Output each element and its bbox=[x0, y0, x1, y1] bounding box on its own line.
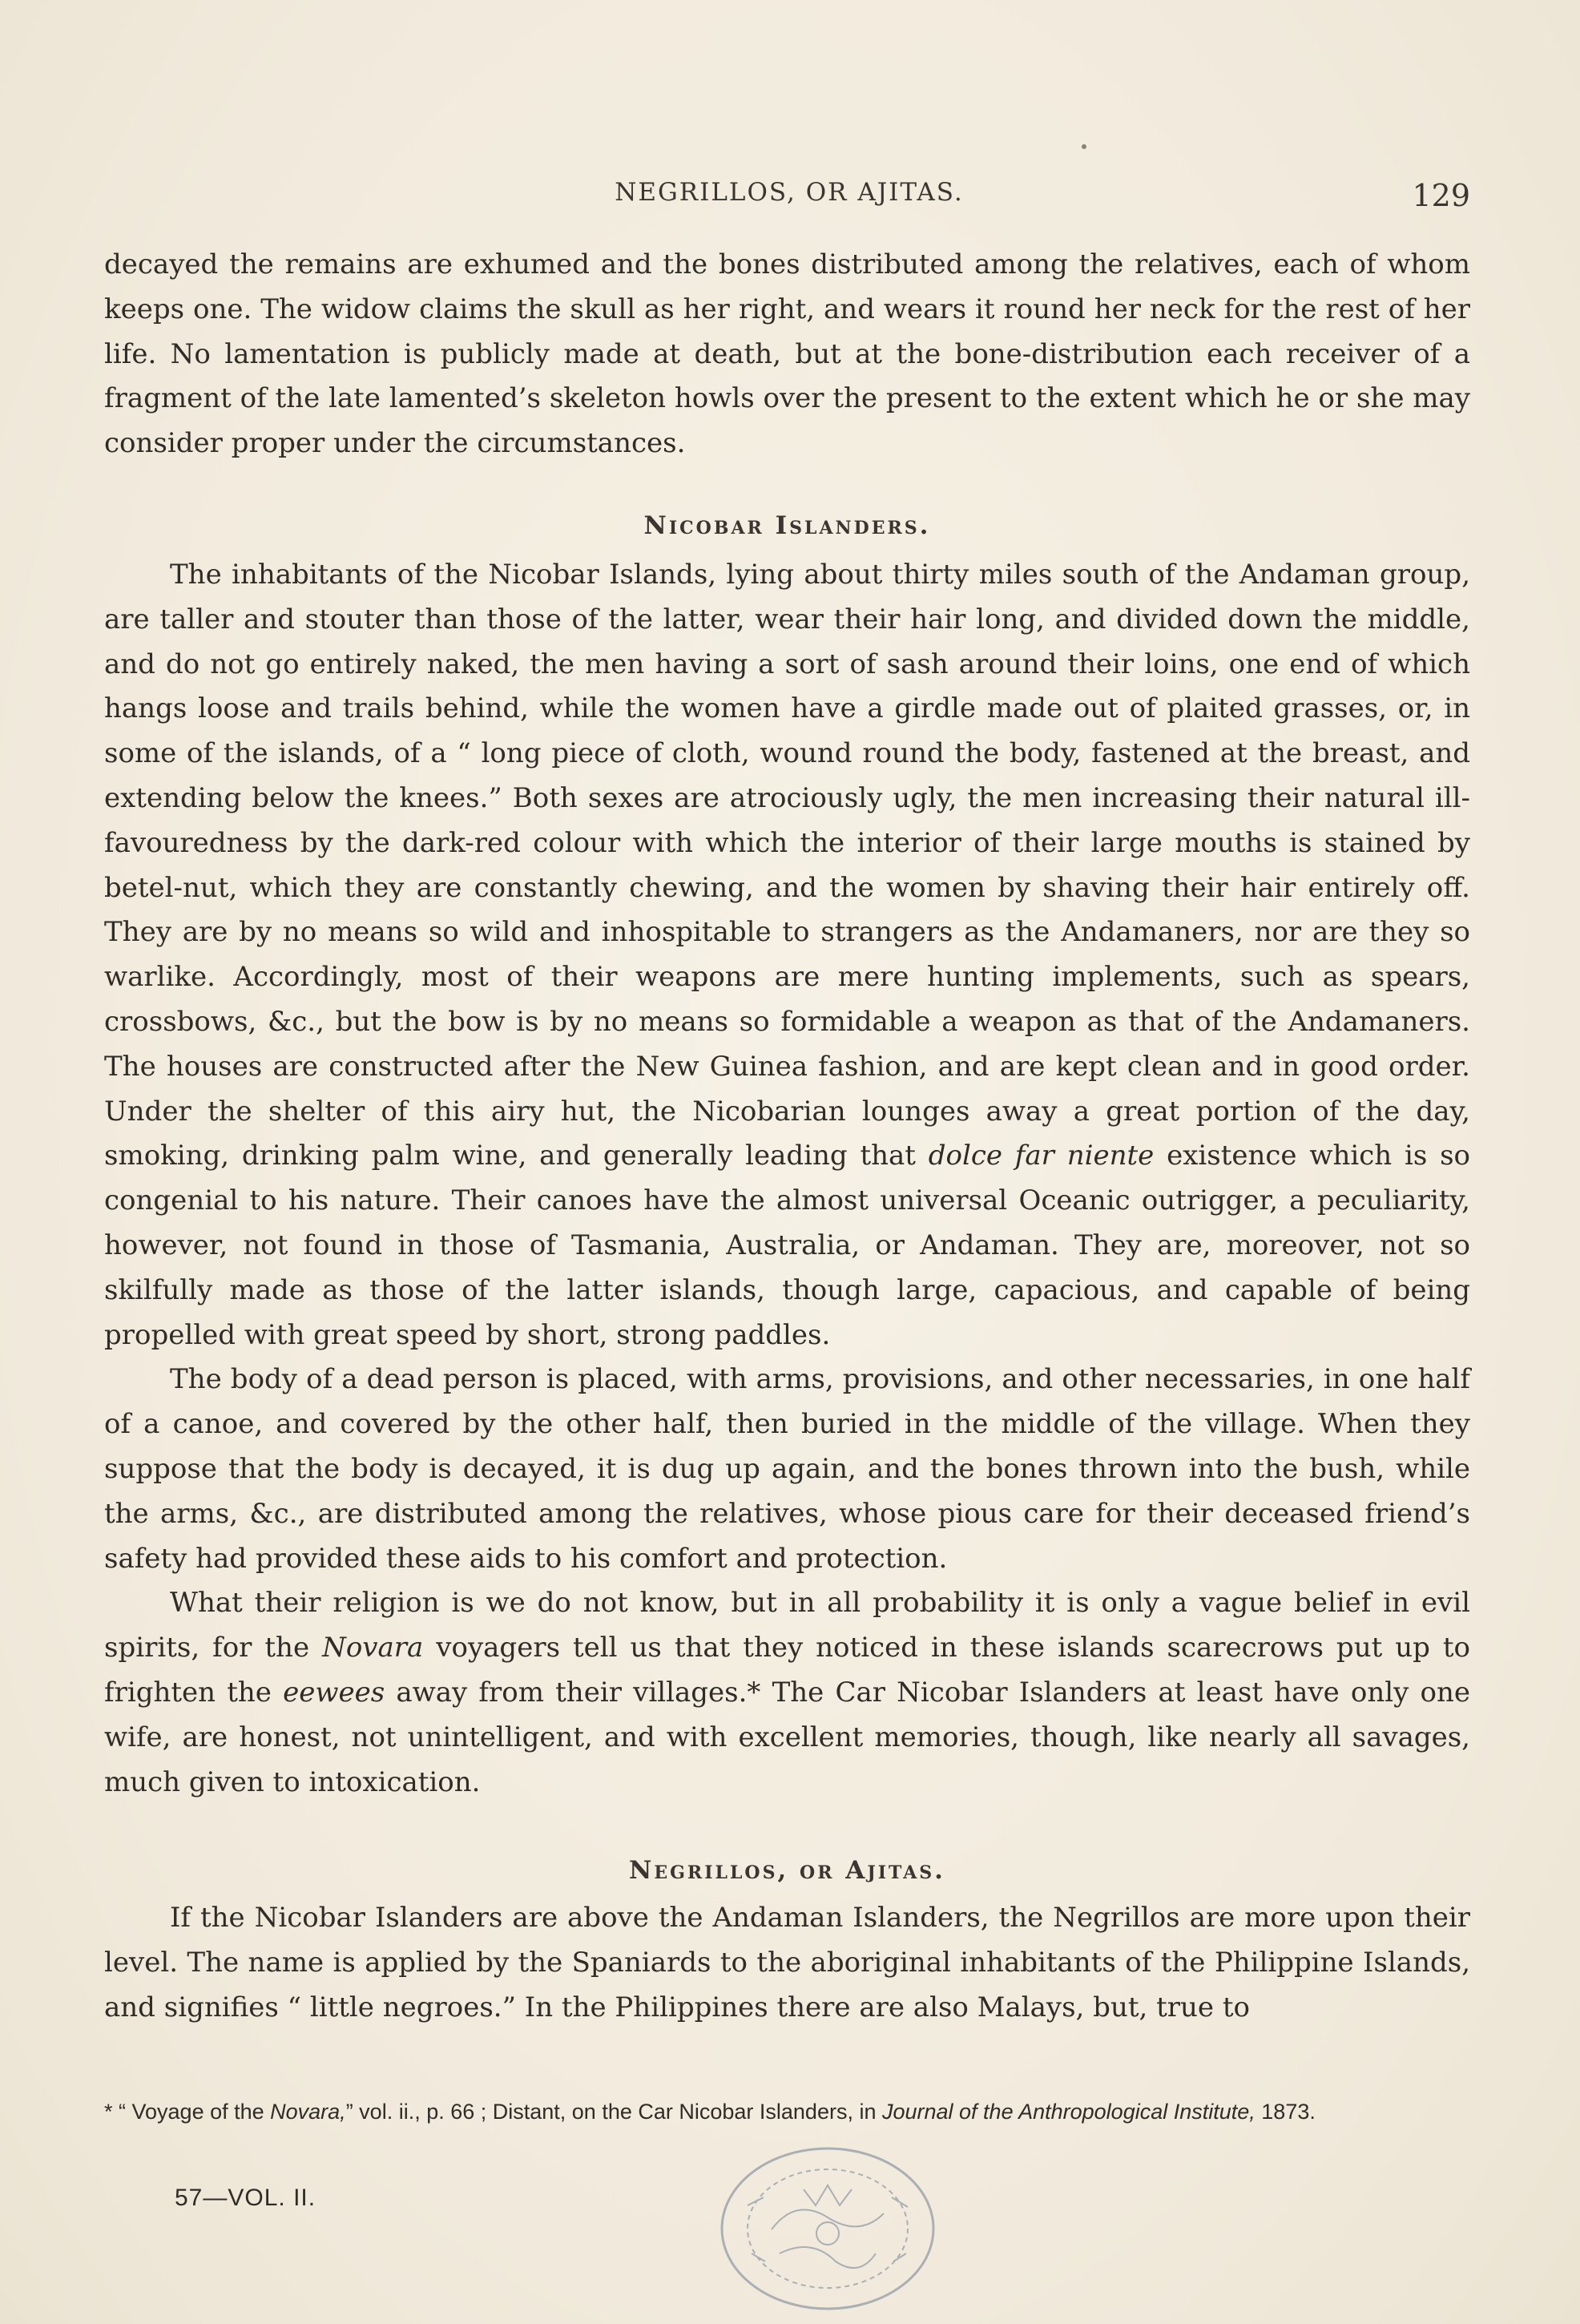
page-number: 129 bbox=[1412, 178, 1470, 213]
paragraph-text: existence which is so congenial to his nature. Their canoes have the almost universal Oceanic outrigger, a peculiarity, however, not found in those of Tasmania, Australia, or Andaman. They are, moreover, not so skilfully made as those of the latter islands, though large, capacious, and capable of being propelled with great speed by short, strong paddles. bbox=[104, 1140, 1470, 1351]
paragraph-continued: decayed the remains are exhumed and the bones distributed among the relatives, each of whom keeps one. The widow claims the skull as her right, and wears it round her neck for the rest of her life. No lamentation is publicly made at death, but at the bone-distribution each receiver of a fragment of the late lamented’s skeleton howls over the present to the extent which he or she may consider proper under the circumstances. bbox=[104, 248, 1470, 460]
footnote-text: ” vol. ii., p. 66 ; Distant, on the Car Nicobar Islanders, in bbox=[345, 2100, 882, 2124]
paragraph-text: The inhabitants of the Nicobar Islands, lying about thirty miles south of the Andaman group, are taller and stouter than those of the latter, wear their hair long, and divided down the middle, and do not go entirely naked, the men having a sort of sash around their loins, one end of which hangs loose and trails behind, while the women have a girdle made out of plaited grasses, or, in some of the islands, of a “ long piece of cloth, wound round the body, fastened at the breast, and extending below the knees.” Both sexes are atrociously ugly, the men increasing their natural ill-favouredness by the dark-red colour with which the interior of their large mouths is stained by betel-nut, which they are constantly chewing, and the women by shaving their hair entirely off. They are by no means so wild and inhospitable to strangers as the Andamaners, nor are they so warlike. Accordingly, most of their weapons are mere hunting implements, such as spears, crossbows, &c., but the bow is by no means so formidable a weapon as that of the Andamaners. The houses are constructed after the New Guinea fashion, and are kept clean and in good order. Under the shelter of this airy hut, the Nicobarian lounges away a great portion of the day, smoking, drinking palm wine, and generally leading that bbox=[104, 558, 1470, 1172]
footnote bbox=[104, 2096, 1470, 2128]
paragraph-negrillos: If the Nicobar Islanders are above the Andaman Islanders, the Negrillos are more upon their level. The name is applied by the Spaniards to the aboriginal inhabitants of the Philippine Islands, and signifies “ little negroes.” In the Philippines there are also Malays, but, true to bbox=[104, 1902, 1470, 2023]
paper-speck bbox=[1082, 144, 1086, 149]
italic-word: eewees bbox=[283, 1676, 385, 1709]
paragraph-text: voyagers tell us that they noticed in these islands scarecrows put up to frighten the bbox=[104, 1632, 1470, 1709]
footnote-italic: Novara, bbox=[270, 2100, 346, 2124]
footnote-text: 1873. bbox=[1255, 2100, 1316, 2124]
printer-signature: 57—VOL. II. bbox=[175, 2185, 316, 2211]
running-title: NEGRILLOS, OR AJITAS. bbox=[615, 178, 964, 207]
library-stamp-icon bbox=[715, 2141, 940, 2316]
section-heading-nicobar: Nicobar Islanders. bbox=[643, 510, 931, 540]
footnote-italic: Journal of the Anthropological Institute, bbox=[881, 2100, 1256, 2124]
body-text bbox=[104, 243, 1470, 2031]
italic-ship-name: Novara bbox=[322, 1632, 424, 1664]
footnote-text: * “ Voyage of the bbox=[104, 2100, 271, 2124]
paragraph-text: away from their villages.* The Car Nicobar Islanders at least have only one wife, are honest, not unintelligent, and with excellent memories, though, like nearly all savages, much given to intoxication. bbox=[104, 1676, 1471, 1798]
section-heading-negrillos: Negrillos, or Ajitas. bbox=[629, 1856, 945, 1886]
italic-phrase: dolce far niente bbox=[928, 1140, 1155, 1172]
running-head bbox=[108, 178, 1470, 218]
paragraph-religion bbox=[104, 1581, 1470, 1805]
paragraph-text: What their religion is we do not know, but in all probability it is only a vague belief in evil spirits, for the bbox=[104, 1587, 1470, 1664]
paragraph-burial: The body of a dead person is placed, with arms, provisions, and other necessaries, in one half of a canoe, and covered by the other half, then buried in the middle of the village. When they suppose that the body is decayed, it is dug up again, and the bones thrown into the bush, while the arms, &c., are distributed among the relatives, whose pious care for their deceased friend’s safety had provided these aids to his comfort and protection. bbox=[104, 1363, 1470, 1575]
paragraph-nicobar-description bbox=[104, 553, 1470, 1358]
